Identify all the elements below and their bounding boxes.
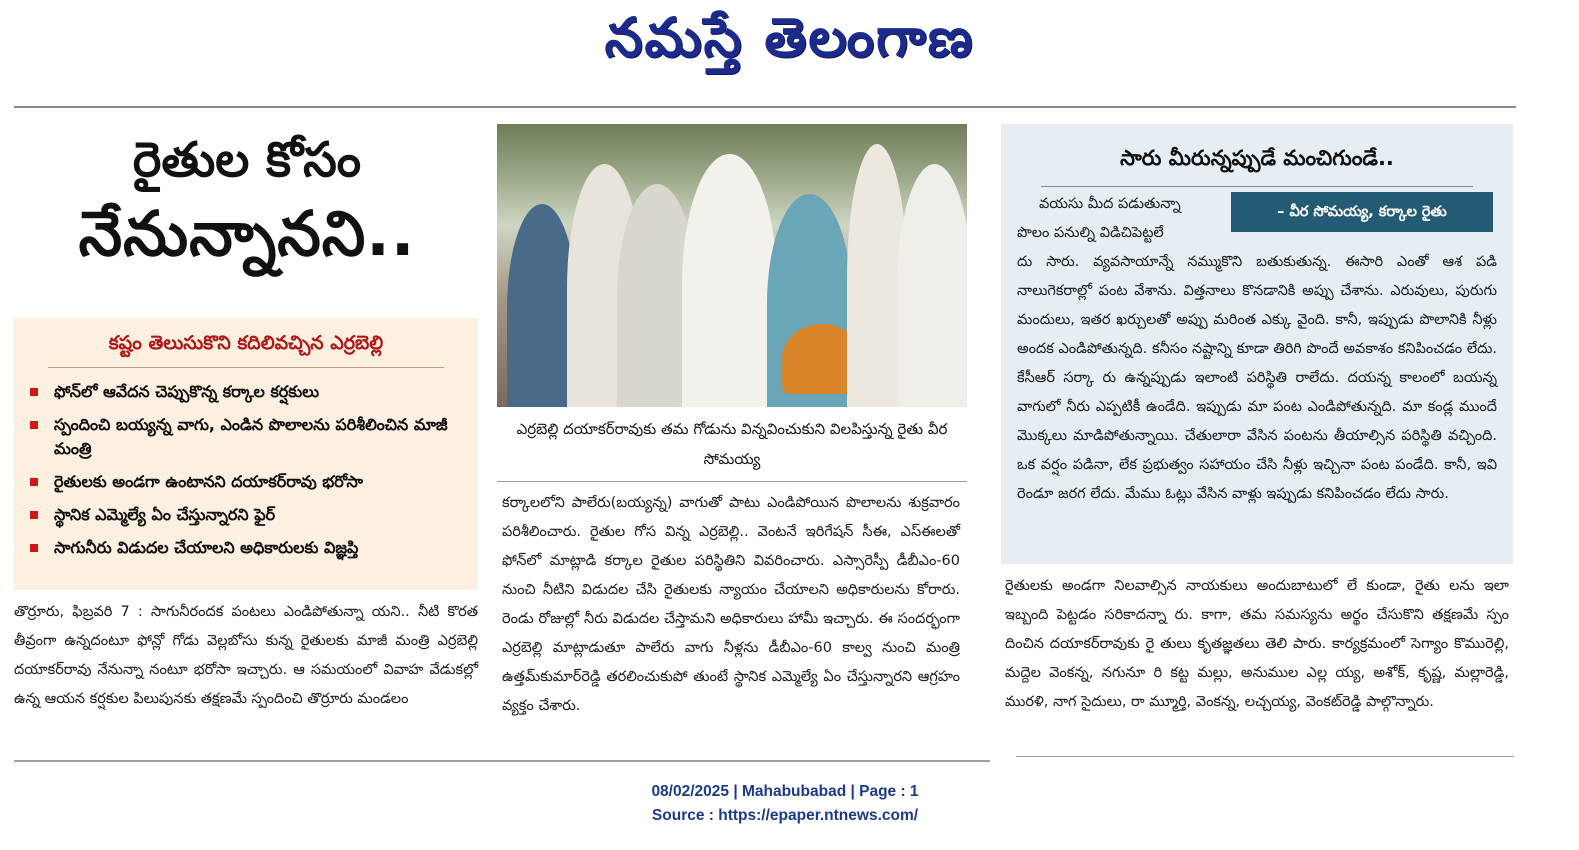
highlight-text: రైతులకు అండగా ఉంటానని దయాకర్‌రావు భరోసా [54,472,363,491]
highlights-box [14,318,478,590]
bullet-square-icon [30,478,38,486]
quote-title-divider [1041,186,1473,187]
quote-body: దు సారు. వ్యవసాయాన్నే నమ్ముకొని బతుకుతున్న. ఈసారి ఎంతో ఆశ పడి నాలుగెకరాల్లో పంట వేశాను. విత్తనాలు కొనడానికి అప్పు చేశాను. ఎరువులు, పురుగు మందులు, ఇతర ఖర్చులతో అప్పు మరింత ఎక్కు వైంది. కానీ, ఇప్పుడు పొలానికి నీళ్లు అందక ఎండిపోతున్నది. కనీసం నష్టాన్ని కూడా తిరిగి పొందే అవకాశం కనిపించడం లేదు. కేసీఆర్ సర్కా రు ఉన్నప్పుడు ఇలాంటి పరిస్థితి రాలేదు. దయన్న కాలంలో బయన్న వాగులో నీరు ఎప్పటికీ ఉండేది. ఇప్పుడు మా పంట ఎండిపోతున్నది. మా కండ్ల ముందే మొక్కలు మాడిపోతున్నాయి. చేతులారా వేసిన పంటను తీయాల్సిన పరిస్థితి వచ్చింది. ఒక వర్షం పడినా, లేక ప్రభుత్వం సహాయం చేసి నీళ్లు ఇచ్చినా పంట పండేది. కానీ, ఇవి రెండూ జరగ లేదు. మేము ఓట్లు వేసిన వాళ్లు ఇప్పుడు కనిపించడం లేదు సారు. [1017,254,1497,502]
article-body-column-3: రైతులకు అండగా నిలవాల్సిన నాయకులు అందుబాటులో లే కుండా, రైతు లను ఇలా ఇబ్బంది పెట్టడం సరికాదన్నా రు. కాగా, తమ సమస్యను అర్థం చేసుకొని తక్షణమే స్పం దించిన దయాకర్‌రావుకు రై తులు కృతజ్ఞతలు తెలి పారు. కార్యక్రమంలో సెగ్యాం కొమురెల్లి, మద్దెల వెంకన్న, నగునూ రి కట్ట మల్లు, అనుముల ఎల్ల య్య, అశోక్, కృష్ణ, మల్లారెడ్డి, మురళి, నాగ సైదులు, రా మ్మూర్తి, వెంకన్న, లచ్చయ్య, వెంకట్‌రెడ్డి పాల్గొన్నారు. [1005,578,1509,710]
quote-title: సారు మీరున్నప్పుడే మంచిగుండే.. [1120,146,1394,170]
quote-box [1001,124,1513,564]
article-body-column-2: కర్కాలలోని పాలేరు(బయ్యన్న) వాగుతో పాటు ఎండిపోయిన పొలాలను శుక్రవారం పరిశీలించారు. రైతుల గోస విన్న ఎర్రబెల్లి.. వెంటనే ఇరిగేషన్ సీఈ, ఎస్‌ఈలతో ఫోన్‌లో మాట్లాడి కర్కాల రైతుల పరిస్థితిని వివరించారు. ఎస్సారెస్పీ డీబీఎం-60 నుంచి నీటిని విడుదల చేసి రైతులకు న్యాయం చేయాలని అధికారులను కోరారు. రెండు రోజుల్లో నీరు విడుదల చేస్తామని అధికారులు హామీ ఇచ్చారు. ఈ సందర్భంగా ఎర్రబెల్లి మాట్లాడుతూ పాలేరు వాగు నీళ్లను డీబీఎం-60 కాల్వ నుంచి మంత్రి ఉత్తమ్‌కుమార్‌రెడ్డి తరలించుకుపో తుంటే స్థానిక ఎమ్మెల్యే ఏం చేస్తున్నారని ఆగ్రహం వ్యక్తం చేశారు. [502,495,960,714]
headline-line-1: రైతుల కోసం [132,132,362,188]
newspaper-logo: నమస్తే తెలంగాణ [604,6,975,69]
highlight-item [28,413,478,461]
highlight-item [28,536,478,560]
photo-caption: ఎర్రబెల్లి దయాకర్‌రావుకు తమ గోడును విన్నవించుకుని విలపిస్తున్న రైతు వీర సోమయ్య [516,420,948,468]
caption-divider [497,481,967,482]
footer-edition-info: 08/02/2025 | Mahabubabad | Page : 1 [651,783,919,800]
article-body-column-1: తొర్రూరు, ఫిబ్రవరి 7 : సాగునీరందక పంటలు ఎండిపోతున్నా యని.. నీటి కొరత తీవ్రంగా ఉన్నదంటూ ఫోన్లో గోడు వెల్లబోసు కున్న రైతులకు మాజీ మంత్రి ఎర్రబెల్లి దయాకర్‌రావు నేనున్నా నంటూ భరోసా ఇచ్చారు. ఆ సమయంలో వివాహ వేడుకల్లో ఉన్న ఆయన కర్షకుల పిలుపునకు తక్షణమే స్పందించి తొర్రూరు మండలం [14,604,478,707]
subheadline-divider [48,367,444,368]
quote-text [1017,190,1497,509]
quote-lead-line-1: వయసు మీద పడుతున్నా [1039,196,1181,212]
masthead [0,0,1579,104]
bullet-square-icon [30,544,38,552]
highlight-text: స్థానిక ఎమ్మెల్యే ఏం చేస్తున్నారని ఫైర్ [54,505,276,524]
highlight-item [28,503,478,527]
quote-lead-line-2: పొలం పనుల్ని విడిచిపెట్టలే [1017,225,1164,241]
bullet-square-icon [30,421,38,429]
highlight-text: ఫోన్‌లో ఆవేదన చెప్పుకొన్న కర్కాల కర్షకులు [54,382,320,401]
highlight-item [28,470,478,494]
highlight-text: సాగునీరు విడుదల చేయాలని అధికారులకు విజ్ఞప్తి [54,538,359,557]
masthead-divider [14,106,1516,108]
bullet-square-icon [30,388,38,396]
highlights-list [14,380,478,560]
headline [14,128,480,276]
footer-divider-right [1016,756,1514,757]
highlight-text: స్పందించి బయ్యన్న వాగు, ఎండిన పొలాలను పరిశీలించిన మాజీ మంత్రి [54,415,448,458]
quote-attribution: – వీర సోమయ్య, కర్కాల రైతు [1231,192,1493,232]
bullet-square-icon [30,511,38,519]
highlight-item [28,380,478,404]
headline-line-2: నేనున్నానని.. [78,197,416,270]
footer-source-link[interactable]: Source : https://epaper.ntnews.com/ [651,807,919,824]
page-footer [560,780,1010,828]
news-photo [497,124,967,407]
footer-divider-left [14,760,990,762]
subheadline: కష్టం తెలుసుకొని కదిలివచ్చిన ఎర్రబెల్లి [108,332,384,354]
